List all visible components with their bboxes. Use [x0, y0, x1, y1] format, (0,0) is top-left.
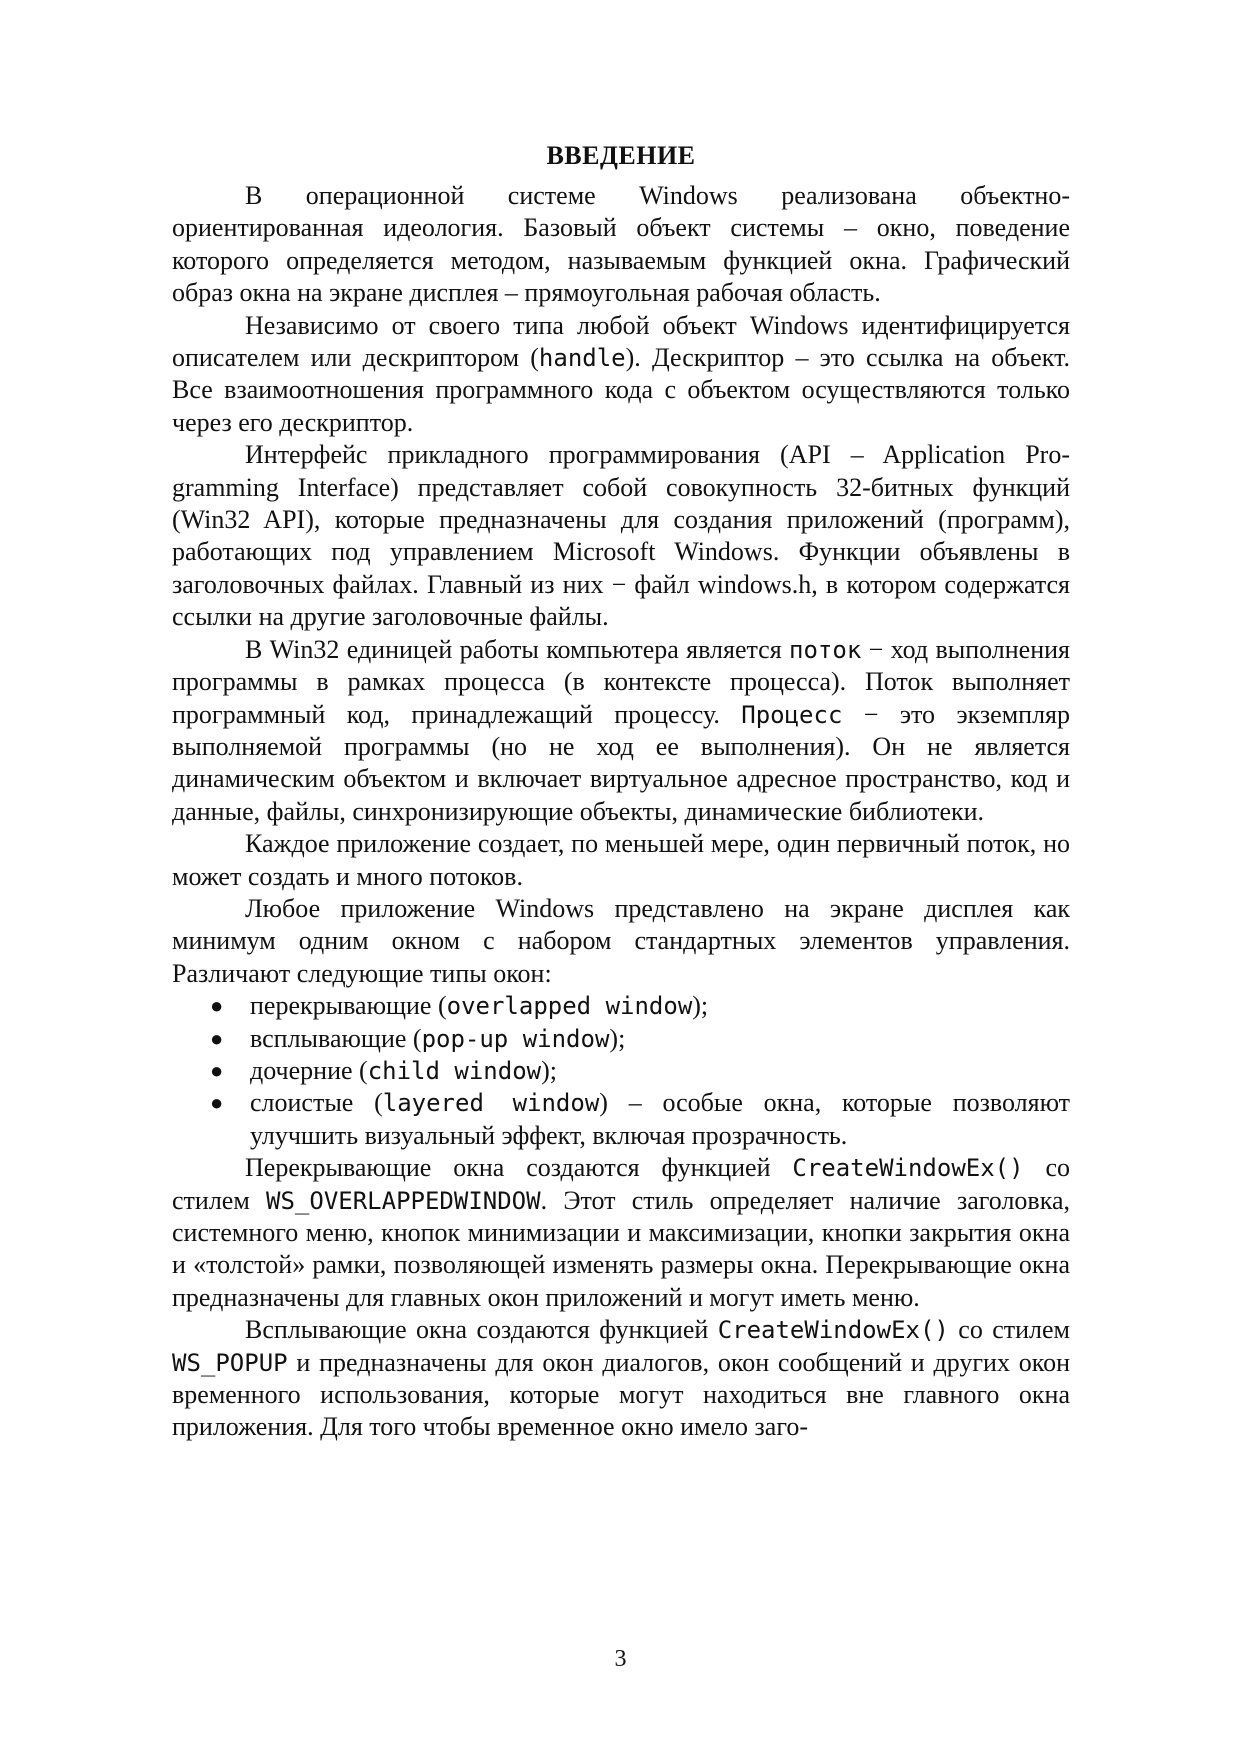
- paragraph-popup-text-a: Всплывающие окна создаются функцией: [245, 1315, 718, 1345]
- paragraph-handle: [172, 310, 1070, 440]
- bullet-icon: ●: [210, 1090, 224, 1116]
- list-item-after: );: [609, 1023, 626, 1053]
- code-handle: handle: [538, 344, 626, 373]
- page-content: [172, 140, 1070, 1444]
- term-thread: поток: [789, 635, 862, 664]
- paragraph-popup-text-c: и предназначены для окон диалогов, окон сообщений и других окон временного использования, которые могут находиться вне главного окна приложения. Для того чтобы временное окно имело заго-: [172, 1347, 1070, 1442]
- paragraph-thread-text-a: В Win32 единицей работы компьютера является: [245, 634, 790, 664]
- paragraph-intro: В операционной системе Windows реализована объектно-ориентированная идеология. Базовый объект системы – окно, поведение которого определяется методом, называемым функцией окна. Графический образ окна на экране дисплея – прямоугольная рабочая область.: [172, 181, 1070, 308]
- section-title: ВВЕДЕНИЕ: [546, 141, 696, 170]
- list-item-label: перекрывающие (: [250, 991, 447, 1021]
- page-number: 3: [614, 1646, 627, 1672]
- paragraph-popup: [172, 1314, 1070, 1444]
- code-createwindowex: CreateWindowEx(): [717, 1316, 949, 1345]
- bullet-icon: ●: [210, 1057, 224, 1083]
- list-item-child: [210, 1055, 1070, 1087]
- list-item-popup: [210, 1023, 1070, 1055]
- code-ws-overlappedwindow: WS_OVERLAPPEDWINDOW: [266, 1186, 541, 1215]
- list-item-overlapped: [210, 990, 1070, 1022]
- bullet-icon: ●: [210, 1025, 224, 1051]
- list-item-label: всплывающие (: [250, 1023, 422, 1053]
- paragraph-overlapped-text-b: со стилем: [172, 1153, 1070, 1215]
- list-item-after: );: [541, 1055, 557, 1085]
- list-item-label: слоистые (: [250, 1088, 383, 1118]
- code-child-window: child window: [367, 1056, 542, 1085]
- paragraph-overlapped: [172, 1152, 1070, 1314]
- paragraph-handle-text-a: Независимо от своего типа любой объект Windows идентифицируется описателем или дескриптором (: [172, 310, 1070, 373]
- list-item-after: ) – особые окна, которые позволяют улучшить визуальный эффект, включая прозрачность.: [250, 1088, 1071, 1150]
- paragraph-overlapped-text-a: Перекрывающие окна создаются функцией: [245, 1153, 793, 1183]
- code-ws-popup: WS_POPUP: [172, 1348, 288, 1377]
- code-layered-window: layered window: [382, 1089, 600, 1118]
- paragraph-primary-thread: Каждое приложение создает, по меньшей мере, один первичный поток, но может создать и много потоков.: [172, 829, 1070, 891]
- paragraph-window-types-intro: Любое приложение Windows представлено на экране дисплея как минимум одним окном с набором стандартных элементов управления. Различают следующие типы окон:: [172, 893, 1070, 988]
- list-item-layered: [210, 1087, 1071, 1152]
- code-popup-window: pop-up window: [421, 1024, 610, 1053]
- paragraph-api: Интерфейс прикладного программирования (API – Application Programming Interface) представляет собой совокупность 32-битных функций (Win32 API), которые предназначены для создания приложений (программ), работающих под управлением Microsoft Windows. Функции объявлены в заголовочных файлах. Главный из них − файл windows.h, в котором содержатся ссылки на другие заголовочные файлы.: [172, 440, 1070, 632]
- window-types-list: [172, 990, 1070, 1152]
- list-item-after: );: [692, 991, 709, 1021]
- paragraph-handle-text-b: ). Дескриптор – это ссылка на объект. Все взаимоотношения программного кода с объектом осуществляются только через его дескриптор.: [172, 343, 1070, 437]
- list-item-label: дочерние (: [250, 1055, 368, 1085]
- paragraph-overlapped-text-c: . Этот стиль определяет наличие заголовка, системного меню, кнопок минимизации и максимизации, кнопки закрытия окна и «толстой» рамки, позволяющей изменять размеры окна. Перекрывающие окна предназначены для главных окон приложений и могут иметь меню.: [172, 1185, 1070, 1312]
- bullet-icon: ●: [210, 993, 224, 1019]
- term-process: Процесс: [741, 700, 843, 729]
- paragraph-thread-text-c: − это экземпляр выполняемой программы (но не ход ее выполнения). Он не является динамическим объектом и включает виртуальное адресное пространство, код и данные, файлы, синхронизирующие объекты, динамические библиотеки.: [172, 699, 1071, 826]
- code-overlapped-window: overlapped window: [446, 992, 693, 1021]
- paragraph-thread-process: [172, 634, 1070, 828]
- paragraph-thread-text-b: − ход выполнения программы в рамках процесса (в контексте процесса). Поток выполняет программный код, принадлежащий процессу.: [172, 634, 1070, 729]
- paragraph-popup-text-b: со стилем: [948, 1315, 1070, 1345]
- code-createwindowex: CreateWindowEx(): [792, 1154, 1024, 1183]
